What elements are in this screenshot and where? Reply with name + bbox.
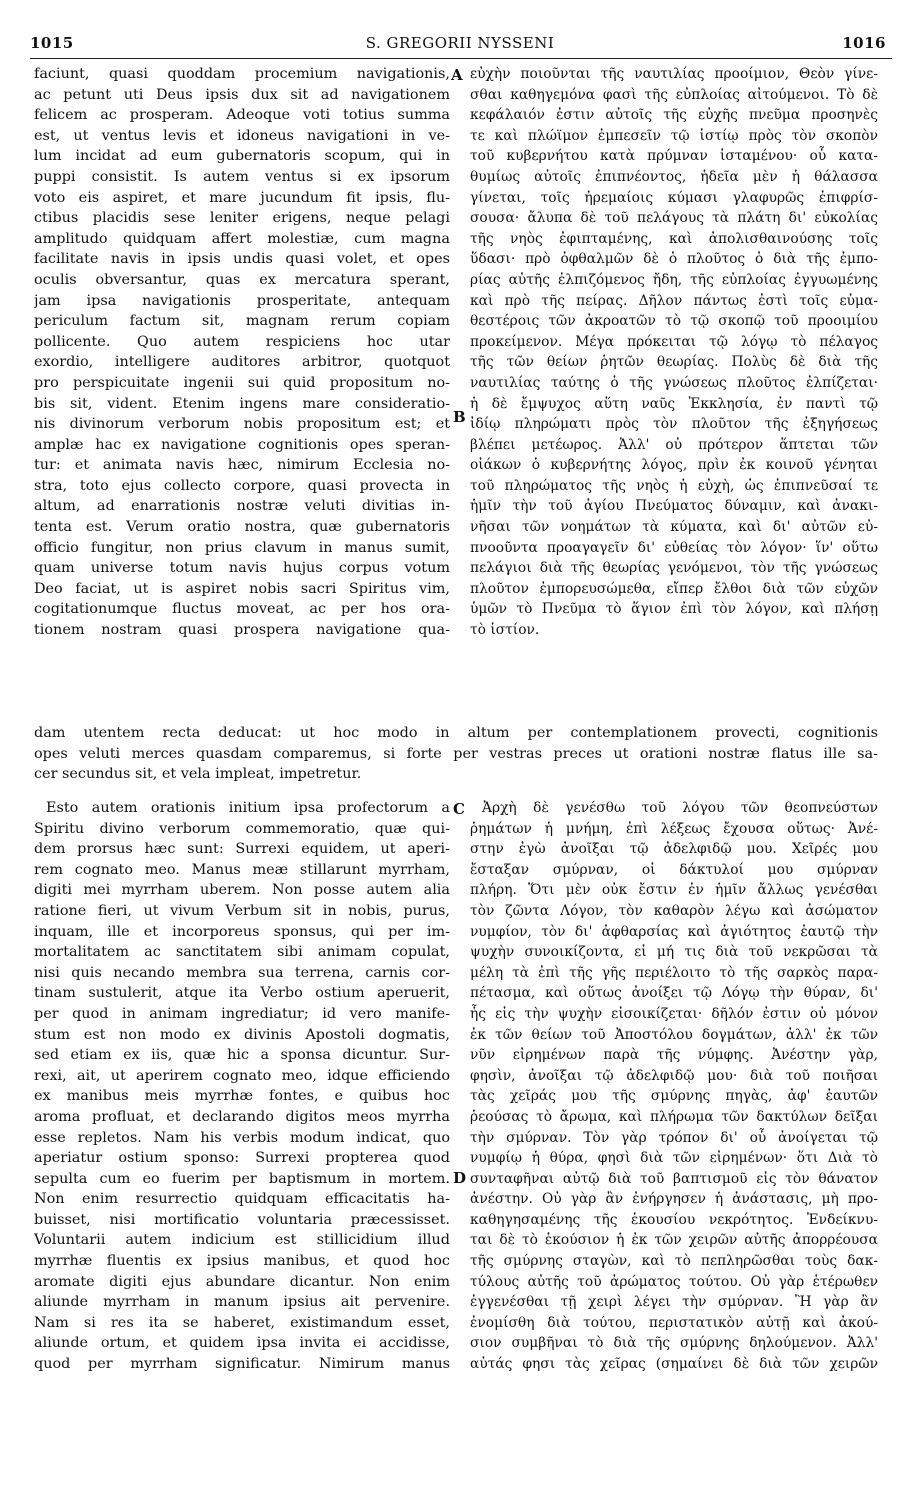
- text-line: ἐκ τῶν θείων τοῦ Ἀποστόλου δογμάτων, ἀλλ' ἐκ τῶν: [470, 1026, 878, 1043]
- text-line: digiti mei myrrham uberem. Non posse autem alia: [34, 882, 450, 899]
- text-line: τύλους αὐτῆς τοῦ ἀρώματος τούτου. Οὐ γὰρ ἑτέρωθεν: [470, 1273, 878, 1290]
- text-line: stra, toto ejus collecto corpore, quasi provecta in: [34, 477, 450, 494]
- text-line: αὐτάς φησι τὰς χεῖρας (σημαίνει δὲ διὰ τῶν χειρῶν: [470, 1356, 878, 1373]
- text-line: mortalitatem ac sanctitatem sibi animam copulat,: [34, 944, 450, 961]
- text-line: stum est non modo ex divinis Apostoli dogmatis,: [34, 1026, 450, 1043]
- text-line: ὑμῶν τὸ Πνεῦμα τὸ ἅγιον ἐπὶ τὸν λόγον, καὶ πλήσῃ: [470, 601, 878, 618]
- margin-marker-b: B: [453, 408, 466, 426]
- text-line: ψυχὴν συνοικίζοντα, εἰ μή τις διὰ τοῦ νεκρῶσαι τὰ: [470, 944, 878, 961]
- text-line: συνταφῆναι αὐτῷ διὰ τοῦ βαπτισμοῦ εἰς τὸν θάνατον: [470, 1170, 878, 1187]
- text-line: felicem ac prosperam. Adeoque voti totius summa: [34, 107, 450, 124]
- text-line: oculis obversantur, quas ex mercatura sperant,: [34, 271, 450, 288]
- text-line: Deo faciat, ut is aspiret nobis sacri Spiritus vim,: [34, 580, 450, 597]
- text-line: cogitationumque fluctus moveat, ac per hos ora-: [34, 601, 450, 618]
- text-line: ctibus placidis sese leniter erigens, neque pelagi: [34, 210, 450, 227]
- text-line: aliunde ortum, et quidem ipsa invita ei accidisse,: [34, 1335, 450, 1352]
- text-line: ἰδίῳ πληρώματι πρὸς τὸν πλοῦτον τῆς ἐξηγήσεως: [470, 416, 878, 433]
- text-line: γίνεται, τοῖς ἠρεμαίοις κύμασι γλαφυρῶς ἐπιφρίσ-: [470, 189, 878, 206]
- text-line: ρίας αὐτῆς ἐλπιζόμενος ἤδη, τῆς εὐπλοίας ἐγγυωμένης: [470, 271, 878, 288]
- header-rule: [30, 58, 892, 59]
- text-line: πλήρη. Ὅτι μὲν οὐκ ἔστιν ἐν ἡμῖν ἄλλως γενέσθαι: [470, 882, 878, 899]
- text-line: νῆσαι τῶν νοημάτων τὰ κύματα, καὶ δι' αὐτῶν εὐ-: [470, 519, 878, 536]
- text-line: θεστέροις τῶν ἀκροατῶν τὸ τῷ σκοπῷ τοῦ προοιμίου: [470, 313, 878, 330]
- text-line: altum, ad enarrationis nostræ veluti divitias in-: [34, 498, 450, 515]
- text-line: Non enim resurrectio quidquam efficacitatis ha-: [34, 1191, 450, 1208]
- full-width-lines: [34, 723, 878, 785]
- text-line: est, ut ventus levis et idoneus navigationi in ve-: [34, 127, 450, 144]
- text-line: amplitudo quidquam affert molestiæ, cum magna: [34, 230, 450, 247]
- text-line: τῆς σμύρνης σταγὼν, καὶ τὸ πεπληρῶσθαι τοὺς δακ-: [470, 1253, 878, 1270]
- text-line: opes veluti merces quasdam comparemus, si forte per vestras preces ut orationi nostræ flatus ille sa-: [34, 745, 878, 762]
- text-line: τὴν σμύρναν. Τὸν γὰρ τρόπον δι' οὗ ἀνοίγεται τῷ: [470, 1129, 878, 1146]
- text-line: πνοοῦντα προαγαγεῖν δι' εὐθείας τὸν λόγον· ἵν' οὕτω: [470, 539, 878, 556]
- latin-column-top: [34, 64, 450, 641]
- text-line: Ἀρχὴ δὲ γενέσθω τοῦ λόγου τῶν θεοπνεύστων: [482, 800, 878, 816]
- text-line: θυμίως αὐτοῖς ἐπιπνέοντος, ἡδεῖα μὲν ἡ θάλασσα: [470, 168, 878, 185]
- text-line: τὸ ἱστίον.: [470, 622, 540, 639]
- latin-column-bottom: [34, 798, 450, 1375]
- text-line: lum incidat ad eum gubernatoris scopum, qui in: [34, 148, 450, 165]
- page-header: [30, 34, 890, 58]
- text-line: τῆς νηὸς ἐφιπταμένης, καὶ ἀπολισθαινούσης τοῖς: [470, 230, 878, 247]
- text-line: rem cognato meo. Manus meæ stillarunt myrrham,: [34, 861, 450, 878]
- text-line: Voluntarii autem indicium est stillicidium illud: [34, 1232, 450, 1249]
- text-line: dam utentem recta deducat: ut hoc modo in altum per contemplationem provecti, cognitionis: [34, 725, 878, 741]
- text-line: aliunde myrrham in manum ipsius ait pervenire.: [34, 1294, 450, 1311]
- text-line: νυμφίον, τὸν δι' ἀφθαρσίας καὶ ἁγιότητος ἑαυτῷ τὴν: [470, 923, 878, 940]
- text-line: τε καὶ πλώϊμον ἐμπεσεῖν τῷ ἱστίῳ πρὸς τὸν σκοπὸν: [470, 127, 878, 144]
- text-line: esse repletos. Nam his verbis modum indicat, quo: [34, 1129, 450, 1146]
- text-line: καθηγησαμένης τῆς ἑκουσίου νεκρότητος. Ἐνδείκνυ-: [470, 1211, 878, 1228]
- text-line: ἡμῖν τὴν τοῦ ἁγίου Πνεύματος δύναμιν, καὶ ἀνακι-: [470, 498, 878, 515]
- text-line: τοῦ κυβερνήτου κατὰ πρύμναν ἱσταμένου· οὗ κατα-: [470, 148, 878, 165]
- text-line: κεφάλαιόν ἐστιν αὐτοῖς τῆς εὐχῆς πνεῦμα προσηνὲς: [470, 107, 878, 124]
- text-line: ἡ δὲ ἔμψυχος αὕτη ναῦς Ἐκκλησία, ἐν παντὶ τῷ: [470, 395, 878, 412]
- text-line: tinam sustulerit, atque ita Verbo ostium aperuerit,: [34, 985, 450, 1002]
- text-line: dem prorsus hæc sunt: Surrexi equidem, ut aperi-: [34, 841, 450, 858]
- text-line: nis divinorum verborum nobis propositum est; et: [34, 416, 450, 433]
- text-line: jam ipsa navigationis prosperitate, antequam: [34, 292, 450, 309]
- margin-marker-a: A: [451, 66, 463, 84]
- text-line: ῥημάτων ἡ μνήμη, ἐπὶ λέξεως ἔχουσα οὕτως· Ἀνέ-: [470, 820, 878, 837]
- text-line: προκείμενον. Μέγα πρόκειται τῷ λόγῳ τὸ πέλαγος: [470, 333, 878, 350]
- text-line: τοῦ πληρώματος τῆς νηὸς ἡ εὐχὴ, ὡς ἐπιπνεῦσαί τε: [470, 477, 878, 494]
- text-line: σθαι καθηγεμόνα φασὶ τῆς εὐπλοίας αἰτούμενοι. Τὸ δὲ: [470, 86, 878, 103]
- running-title: S. GREGORII NYSSENI: [365, 34, 555, 52]
- text-line: aromate digiti ejus abundare dicantur. Non enim: [34, 1273, 450, 1290]
- text-line: ἧς εἰς τὴν ψυχὴν εἰσοικίζεται· δῆλόν ἐστιν οὐ μόνον: [470, 1005, 878, 1022]
- text-line: myrrhæ fluentis ex ipsius manibus, et quod hoc: [34, 1253, 450, 1270]
- text-line: φησὶν, ἀνοῖξαι τῷ ἀδελφιδῷ μου· διὰ τοῦ ποιῆσαι: [470, 1067, 878, 1084]
- text-line: πλοῦτον ἐμπορευσώμεθα, εἴπερ ἔλθοι διὰ τῶν εὐχῶν: [470, 580, 878, 597]
- text-line: per quod in animam ingrediatur; id vero manife-: [34, 1005, 450, 1022]
- text-line: sepulta cum eo fuerim per baptismum in mortem.: [34, 1170, 450, 1187]
- text-line: τὰς χεῖράς μου τῆς σμύρνης πηγὰς, ἀφ' ἑαυτῶν: [470, 1088, 878, 1105]
- text-line: Spiritu divino verborum commemoratio, quæ qui-: [34, 820, 450, 837]
- text-line: voto eis aspiret, et mare jucundum fit ipsis, flu-: [34, 189, 450, 206]
- text-line: εὐχὴν ποιοῦνται τῆς ναυτιλίας προοίμιον, Θεὸν γίνε-: [470, 66, 878, 82]
- text-line: cer secundus sit, et vela impleat, impetretur.: [34, 766, 362, 783]
- text-line: officio fungitur, non prius clavum in manus sumit,: [34, 539, 450, 556]
- text-line: aperiatur ostium sponso: Surrexi propterea quod: [34, 1150, 450, 1167]
- text-line: ται δὲ τὸ ἑκούσιον ἡ ἐκ τῶν χειρῶν αὐτῆς ἀπορρέουσα: [470, 1232, 878, 1249]
- text-line: faciunt, quasi quoddam procemium navigationis,: [34, 66, 450, 82]
- text-line: ῥεούσας τὸ ἄρωμα, καὶ πλήρωμα τῶν δακτύλων δεῖξαι: [470, 1108, 878, 1125]
- margin-marker-c: C: [453, 800, 465, 818]
- text-line: μέλη τὰ ἐπὶ τῆς γῆς περιέλοιτο τὸ τῆς σαρκὸς παρα-: [470, 964, 878, 981]
- text-line: τὸν ζῶντα Λόγον, τὸν καθαρὸν λέγω καὶ ἀσώματον: [470, 902, 878, 919]
- text-line: ὕδασι· πρὸ ὀφθαλμῶν δὲ ὁ πλοῦτος ὁ διὰ τῆς ἐμπο-: [470, 251, 878, 268]
- text-line: πελάγιοι διὰ τῆς θεωρίας γενόμενοι, τὸν τῆς γνώσεως: [470, 560, 878, 577]
- text-line: pollicente. Quo autem respiciens hoc utar: [34, 333, 450, 350]
- text-line: amplæ hac ex navigatione cognitionis opes speran-: [34, 436, 450, 453]
- text-line: σουσα· ἄλυπα δὲ τοῦ πελάγους τὰ πλάτη δι' εὐκολίας: [470, 210, 878, 227]
- text-line: ἐνομίσθη διὰ τούτου, περιστατικὸν αὐτῇ καὶ ἀκού-: [470, 1314, 878, 1331]
- text-line: exordio, intelligere auditores arbitror, quotquot: [34, 354, 450, 371]
- text-line: Nam si res ita se haberet, existimandum esset,: [34, 1314, 450, 1331]
- text-line: aroma profluat, et declarando digitos meos myrrha: [34, 1108, 450, 1125]
- text-line: tionem nostram quasi prospera navigatione qua-: [34, 622, 450, 639]
- text-line: σιον συμβῆναι τὸ διὰ τῆς σμύρνης δηλούμενον. Ἀλλ': [470, 1335, 878, 1352]
- text-line: ἐγγενέσθαι τῇ χειρὶ λέγει τὴν σμύρναν. Ἢ γὰρ ἂν: [470, 1294, 878, 1311]
- text-line: nisi quis necando membra sua terrena, carnis cor-: [34, 964, 450, 981]
- text-line: rexi, ait, ut aperirem cognato meo, idque efficiendo: [34, 1067, 450, 1084]
- greek-column-top: [470, 64, 878, 641]
- text-line: tur: et animata navis hæc, nimirum Ecclesia no-: [34, 457, 450, 474]
- text-line: ex manibus meis myrrhæ fontes, e quibus hoc: [34, 1088, 450, 1105]
- greek-column-bottom: [470, 798, 878, 1375]
- page-number-right: 1016: [842, 34, 886, 52]
- text-line: ἀνέστην. Οὐ γὰρ ἂν ἐνήργησεν ἡ ἀνάστασις, μὴ προ-: [470, 1191, 878, 1208]
- text-line: ac petunt uti Deus ipsis dux sit ad navigationem: [34, 86, 450, 103]
- margin-marker-d: D: [453, 1169, 467, 1187]
- text-line: quod per myrrham significatur. Nimirum manus: [34, 1356, 450, 1373]
- text-line: τῆς τῶν θείων ῥητῶν θεωρίας. Πολὺς δὲ διὰ τῆς: [470, 354, 878, 371]
- text-line: buisset, nisi mortificatio voluntaria præcessisset.: [34, 1211, 450, 1228]
- text-line: νυμφίῳ ἡ θύρα, φησὶ διὰ τῶν εἰρημένων· ὅτι Διὰ τὸ: [470, 1150, 878, 1167]
- text-line: οἰάκων ὁ κυβερνήτης λόγος, πρὶν ἐκ κοινοῦ γένηται: [470, 457, 878, 474]
- text-line: βλέπει μετέωρος. Ἀλλ' οὐ πρότερον ἅπτεται τῶν: [470, 436, 878, 453]
- text-line: quam universe totum navis hujus corpus votum: [34, 560, 450, 577]
- text-line: pro perspicuitate ingenii sui quid propositum no-: [34, 374, 450, 391]
- page-number-left: 1015: [30, 34, 74, 52]
- text-line: πέτασμα, καὶ οὕτως ἀνοίξει τῷ Λόγῳ τὴν θύραν, δι': [470, 985, 878, 1002]
- text-line: facilitate navis in ipsis undis quasi volet, et opes: [34, 251, 450, 268]
- text-line: inquam, ille et incorporeus sponsus, qui per im-: [34, 923, 450, 940]
- text-line: periculum factum sit, magnam rerum copiam: [34, 313, 450, 330]
- text-line: sed etiam ex iis, quæ hic a sponsa dicuntur. Sur-: [34, 1047, 450, 1064]
- text-line: νῦν εἰρημένων παρὰ τῆς νύμφης. Ἀνέστην γὰρ,: [470, 1047, 878, 1064]
- text-line: ἔσταξαν σμύρναν, οἱ δάκτυλοί μου σμύρναν: [470, 861, 878, 878]
- text-line: ναυτιλίας ταύτης ὁ τῆς γνώσεως πλοῦτος ἐλπίζεται·: [470, 374, 878, 391]
- text-line: ratione fieri, ut vivum Verbum sit in nobis, purus,: [34, 902, 450, 919]
- text-line: Esto autem orationis initium ipsa profectorum a: [46, 800, 450, 816]
- text-line: στην ἐγὼ ἀνοῖξαι τῷ ἀδελφιδῷ μου. Χεῖρές μου: [470, 841, 878, 858]
- text-line: bis sit, vident. Etenim ingens mare consideratio-: [34, 395, 450, 412]
- text-line: καὶ πρὸ τῆς πείρας. Δῆλον πάντως ἐστὶ τοῖς εὐμα-: [470, 292, 878, 309]
- text-line: puppi consistit. Is autem ventus si ex ipsorum: [34, 168, 450, 185]
- text-line: tenta est. Verum oratio nostra, quæ gubernatoris: [34, 519, 450, 536]
